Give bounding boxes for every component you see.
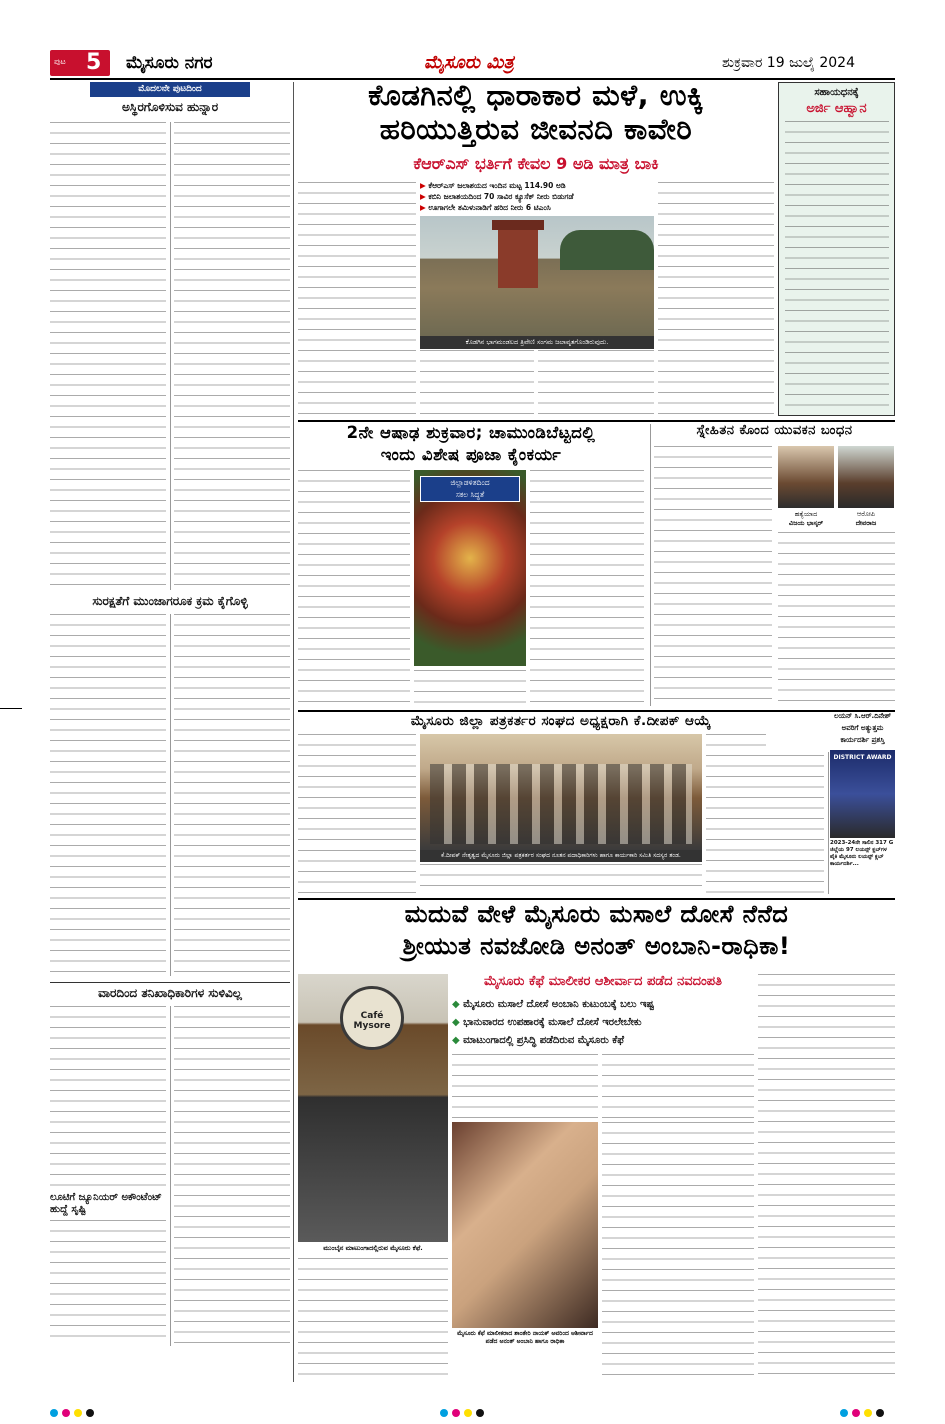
lions-headline-line1: ಲಯನ್ ಸಿ.ಆರ್.ದಿನೇಶ್ xyxy=(833,712,892,720)
paper-name: ಮೈಸೂರು ಮಿತ್ರ xyxy=(424,52,514,73)
yellow-dot xyxy=(864,1409,872,1417)
press-body-col3 xyxy=(298,850,416,894)
column-divider xyxy=(170,614,171,976)
ashada-story xyxy=(298,424,644,706)
bullet-icon: ◆ xyxy=(452,1017,464,1028)
cyan-dot xyxy=(440,1409,448,1417)
ashada-body-col1 xyxy=(298,470,410,706)
temple-roof xyxy=(492,220,544,230)
cafe-caption: ಮುಂಬೈನ ಮಾಟುಂಗಾದಲ್ಲಿರುವ ಮೈಸೂರು ಕೆಫೆ. xyxy=(323,1244,423,1252)
accused-photo xyxy=(838,446,894,508)
main-column-divider xyxy=(293,82,294,1382)
photo-tag-line1: ಜಿಲ್ಲಾಡಳಿತದಿಂದ xyxy=(450,478,490,487)
story4-body xyxy=(50,1220,166,1346)
cyan-dot xyxy=(50,1409,58,1417)
goddess-photo xyxy=(414,470,526,666)
arrest-body-col1 xyxy=(654,446,772,706)
award-stage-text: DISTRICT AWARD xyxy=(833,754,892,761)
arrest-headline: ಸ್ನೇಹಿತನ ಕೊಂದ ಯುವಕನ ಬಂಧನ xyxy=(696,423,853,438)
black-dot xyxy=(876,1409,884,1417)
press-story xyxy=(298,714,824,894)
yellow-dot xyxy=(464,1409,472,1417)
page-label: ಪುಟ xyxy=(54,57,66,66)
crop-mark xyxy=(0,708,22,709)
continued-tag: ಮೊದಲನೇ ಪುಟದಿಂದ xyxy=(90,82,250,97)
ambani-story xyxy=(298,902,895,1382)
bullet-text: ಮೈಸೂರು ಮಸಾಲೆ ದೋಸೆ ಅಂಬಾನಿ ಕುಟುಂಬಕ್ಕೆ ಬಲು ಇಷ್ಟ xyxy=(463,999,655,1010)
color-registration-center xyxy=(440,1402,488,1421)
kaveri-headline-line2: ಹರಿಯುತ್ತಿರುವ ಜೀವನದಿ ಕಾವೇರಿ xyxy=(379,112,693,146)
ambani-headline-line2: ಶ್ರೀಯುತ ನವಜೋಡಿ ಅನಂತ್ ಅಂಬಾನಿ-ರಾಧಿಕಾ! xyxy=(402,932,791,960)
bullet-icon: ◆ xyxy=(452,1035,464,1046)
kaveri-bullet: ▶ ಕಬಿನಿ ಜಲಾಶಯದಿಂದ 70 ಸಾವಿರ ಕ್ಯೂಸೆಕ್ ನೀರು ಬಿಡುಗಡೆ xyxy=(420,191,654,202)
victim-label: ಹತ್ಯೆಯಾದ xyxy=(794,510,818,518)
story1-body-col1 xyxy=(50,122,166,590)
masthead xyxy=(50,50,895,78)
press-body-col4 xyxy=(420,864,702,894)
accused-name: ದೇವರಾಜ xyxy=(855,519,877,527)
ambani-bullet xyxy=(452,996,754,1014)
kaveri-body-col2 xyxy=(420,350,534,416)
photo-tag-line2: ಸಕಲ ಸಿದ್ಧತೆ xyxy=(455,490,485,499)
bullet-icon: ◆ xyxy=(452,999,464,1010)
kaveri-bullet: ▶ ಊಗಾಗಲೇ ತಮಿಳುನಾಡಿಗೆ ಹರಿದ ನೀರು 6 ಟಿಎಂಸಿ xyxy=(420,202,654,213)
group-figures xyxy=(430,764,692,844)
cafe-sign xyxy=(340,986,404,1050)
press-body-col2 xyxy=(706,734,824,894)
story2-body-col1 xyxy=(50,614,166,976)
ambani-headline-line1: ಮದುವೆ ವೇಳೆ ಮೈಸೂರು ಮಸಾಲೆ ದೋಸೆ ನೆನೆದ xyxy=(404,900,789,928)
press-headline: ಮೈಸೂರು ಜಿಲ್ಲಾ ಪತ್ರಕರ್ತರ ಸಂಘದ ಅಧ್ಯಕ್ಷರಾಗಿ ಕೆ.ದೀಪಕ್ ಆಯ್ಕೆ xyxy=(410,713,712,729)
color-registration-left xyxy=(50,1402,98,1421)
story4-title: ಲೂಟಿಗೆ ಜ್ಯೂನಿಯರ್ ಅಕೌಂಟೆಂಟ್ ಹುದ್ದೆ ಸೃಷ್ಟಿ xyxy=(50,1192,162,1215)
cyan-dot xyxy=(840,1409,848,1417)
story2-title: ಸುರಕ್ಷತೆಗೆ ಮುಂಜಾಗರೂಕ ಕ್ರಮ ಕೈಗೊಳ್ಳಿ xyxy=(92,594,248,608)
ashada-body-col3 xyxy=(530,470,644,706)
arrest-story xyxy=(654,424,895,706)
victim-name: ವಿಜಯ ಭಾಸ್ಕರ್ xyxy=(788,519,824,527)
ambani-subhead: ಮೈಸೂರು ಕೆಫೆ ಮಾಲೀಕರ ಆಶೀರ್ವಾದ ಪಡೆದ ನವದಂಪತಿ xyxy=(483,974,722,989)
ambani-bullets xyxy=(452,996,754,1052)
photo-tag xyxy=(420,476,520,502)
ambani-bullet xyxy=(452,1014,754,1032)
story-divider xyxy=(50,982,290,983)
appeal-body xyxy=(785,121,889,411)
story3-body-col1 xyxy=(50,1006,166,1188)
kaveri-body-col1 xyxy=(298,182,416,416)
kaveri-headline-line1: ಕೊಡಗಿನಲ್ಲಿ ಧಾರಾಕಾರ ಮಳೆ, ಉಕ್ಕಿ xyxy=(368,78,704,112)
lions-headline-line2: ಅವರಿಗೆ ಅತ್ಯುತ್ತಮ xyxy=(841,724,884,732)
column-divider xyxy=(170,122,171,590)
column-divider xyxy=(650,424,651,706)
black-dot xyxy=(476,1409,484,1417)
arrest-body-col2 xyxy=(778,532,895,706)
story3-title: ವಾರದಿಂದ ತನಿಖಾಧಿಕಾರಿಗಳ ಸುಳಿವಿಲ್ಲ xyxy=(98,986,242,1000)
story3-body-col2 xyxy=(174,1006,290,1346)
ambani-body-col3 xyxy=(602,1054,754,1118)
appeal-box xyxy=(778,82,895,416)
award-photo xyxy=(830,750,895,838)
story1-body-col2 xyxy=(174,122,290,590)
ambani-body-col5 xyxy=(758,974,895,1380)
victim-photo xyxy=(778,446,834,508)
ambani-body-col2 xyxy=(452,1054,598,1118)
appeal-title-line1: ಸಹಾಯಧನಕ್ಕೆ xyxy=(814,87,859,98)
cafe-sign-text: Café Mysore xyxy=(353,1011,391,1031)
kaveri-photo xyxy=(420,216,654,336)
left-column xyxy=(50,82,290,1382)
kaveri-story xyxy=(298,80,774,416)
lions-caption: 2023-24ನೇ ಸಾಲಿನ 317 G ಜಿಲ್ಲೆಯ 97 ಲಯನ್ಸ್ ಕ್ಲಬ್‌ಗಳ ಪೈಕಿ ಮೈಸೂರು ಲಯನ್ಸ್ ಕ್ಲಬ್ ಕಾರ್ಯದರ್ಶಿ... xyxy=(830,840,894,867)
section-rule xyxy=(298,420,895,422)
page-number-badge xyxy=(50,50,110,76)
kaveri-subhead: ಕೆಆರ್‌ಎಸ್ ಭರ್ತಿಗೆ ಕೇವಲ 9 ಅಡಿ ಮಾತ್ರ ಬಾಕಿ xyxy=(413,154,659,173)
magenta-dot xyxy=(852,1409,860,1417)
bullet-text: ಮಾಟುಂಗಾದಲ್ಲಿ ಪ್ರಸಿದ್ಧಿ ಪಡೆದಿರುವ ಮೈಸೂರು ಕೆಫೆ xyxy=(463,1035,625,1046)
accused-label: ಆರೋಪಿ xyxy=(856,510,876,518)
couple-caption: ಮೈಸೂರು ಕೆಫೆ ಮಾಲೀಕರಾದ ಶಾಂತೇರಿ ನಾಯಕ್ ಅವರಿಂದ ಆಶೀರ್ವಾದ ಪಡೆದ ಅನಂತ್ ಅಂಬಾನಿ ಹಾಗೂ ರಾಧಿಕಾ xyxy=(457,1330,593,1345)
magenta-dot xyxy=(452,1409,460,1417)
section-title: ಮೈಸೂರು ನಗರ xyxy=(126,53,213,73)
couple-photo xyxy=(452,1122,598,1328)
kaveri-body-col3 xyxy=(538,350,654,416)
color-registration-right xyxy=(840,1402,888,1421)
kaveri-photo-caption: ಕೊಡಗಿನ ಭಾಗಮಂಡಲದ ತ್ರಿವೇಣಿ ಸಂಗಮ ಜಲಾವೃತಗೊಂಡಿರುವುದು. xyxy=(420,336,654,349)
press-photo-caption: ಕೆ.ದೀಪಕ್ ನೇತೃತ್ವದ ಮೈಸೂರು ಜಿಲ್ಲಾ ಪತ್ರಕರ್ತರ ಸಂಘದ ನೂತನ ಪದಾಧಿಕಾರಿಗಳು ಹಾಗೂ ಕಾರ್ಯಕಾರಿ ಸಮಿತಿ ಸದಸ್ಯರ ತಂಡ. xyxy=(420,850,702,862)
ashada-headline-line1: 2ನೇ ಆಷಾಢ ಶುಕ್ರವಾರ; ಚಾಮುಂಡಿಬೆಟ್ಟದಲ್ಲಿ xyxy=(346,423,596,442)
press-body-col1 xyxy=(298,734,416,846)
column-divider xyxy=(170,1006,171,1346)
press-group-photo xyxy=(420,734,702,850)
kaveri-body-col4 xyxy=(658,182,774,416)
page-number: 5 xyxy=(86,50,102,75)
yellow-dot xyxy=(74,1409,82,1417)
black-dot xyxy=(86,1409,94,1417)
bullet-text: ಭಾನುವಾರದ ಉಪಹಾರಕ್ಕೆ ಮಸಾಲೆ ದೋಸೆ ಇರಲೇಬೇಕು xyxy=(463,1017,642,1028)
story2-body-col2 xyxy=(174,614,290,976)
tree-line xyxy=(560,230,654,270)
ambani-body-col1 xyxy=(298,1258,448,1380)
ambani-body-col4 xyxy=(602,1122,754,1380)
appeal-title-line2: ಅರ್ಜಿ ಆಹ್ವಾನ xyxy=(806,101,867,116)
cafe-photo xyxy=(298,974,448,1242)
temple-shape xyxy=(498,228,538,288)
issue-date: ಶುಕ್ರವಾರ 19 ಜುಲೈ 2024 xyxy=(722,55,855,71)
kaveri-bullet: ▶ ಕೆಆರ್‌ಎಸ್ ಜಲಾಶಯದ ಇಂದಿನ ಮಟ್ಟ 114.90 ಅಡಿ xyxy=(420,180,654,191)
story1-title: ಅಸ್ಥಿರಗೊಳಿಸುವ ಹುನ್ನಾರ xyxy=(121,100,219,114)
lions-block xyxy=(830,712,895,894)
magenta-dot xyxy=(62,1409,70,1417)
lions-headline-line3: ಕಾರ್ಯದರ್ಶಿ ಪ್ರಶಸ್ತಿ xyxy=(840,736,885,744)
kaveri-bullets xyxy=(420,180,654,216)
ashada-headline-line2: ಇಂದು ವಿಶೇಷ ಪೂಜಾ ಕೈಂಕರ್ಯ xyxy=(380,445,562,464)
ashada-body-col2 xyxy=(414,670,526,706)
ambani-bullet xyxy=(452,1032,754,1050)
